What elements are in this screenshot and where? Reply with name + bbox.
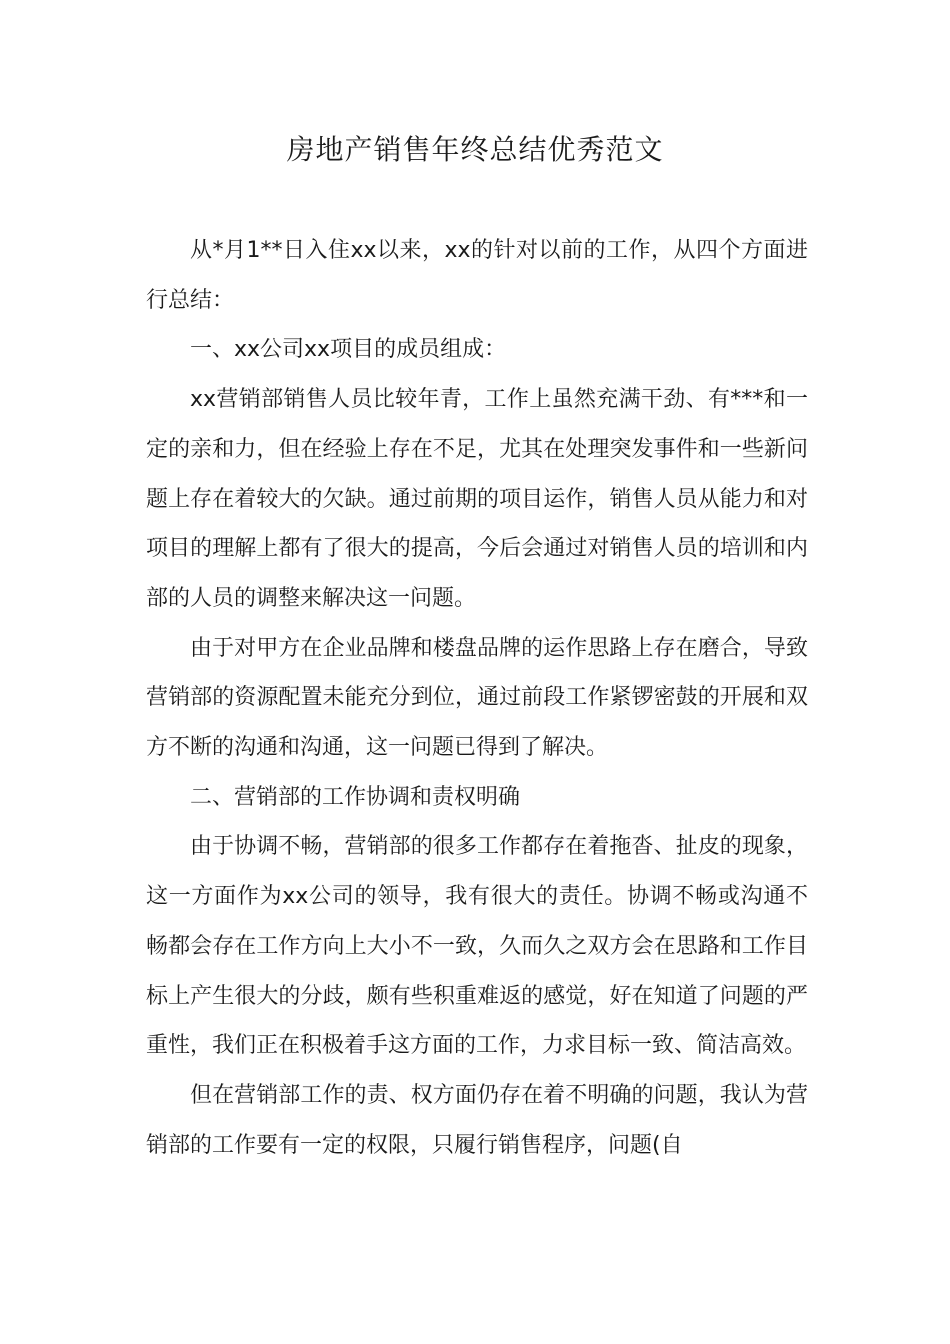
document-title: 房地产销售年终总结优秀范文: [286, 133, 664, 166]
paragraph: 由于协调不畅，营销部的很多工作都存在着拖沓、扯皮的现象，这一方面作为xx公司的领导，我有很大的责任。协调不畅或沟通不畅都会存在工作方向上大小不一致，久而久之双方会在思路和工作目标上产生很大的分歧，颇有些积重难返的感觉，好在知道了问题的严重性，我们正在积极着手这方面的工作，力求目标一致、简洁高效。: [146, 834, 808, 1059]
section-heading-1: 一、xx公司xx项目的成员组成：: [190, 337, 507, 363]
paragraph-intro: 从*月1**日入住xx以来，xx的针对以前的工作，从四个方面进行总结：: [146, 238, 808, 313]
paragraph: 但在营销部工作的责、权方面仍存在着不明确的问题，我认为营销部的工作要有一定的权限，只履行销售程序，问题(自: [146, 1082, 808, 1158]
document-body: [146, 226, 808, 1170]
section-heading-2: 二、营销部的工作协调和责权明确: [190, 784, 521, 810]
paragraph: 由于对甲方在企业品牌和楼盘品牌的运作思路上存在磨合，导致营销部的资源配置未能充分到位，通过前段工作紧锣密鼓的开展和双方不断的沟通和沟通，这一问题已得到了解决。: [146, 635, 808, 761]
paragraph: xx营销部销售人员比较年青，工作上虽然充满干劲、有***和一定的亲和力，但在经验上存在不足，尤其在处理突发事件和一些新问题上存在着较大的欠缺。通过前期的项目运作，销售人员从能力和对项目的理解上都有了很大的提高，今后会通过对销售人员的培训和内部的人员的调整来解决这一问题。: [146, 387, 808, 611]
